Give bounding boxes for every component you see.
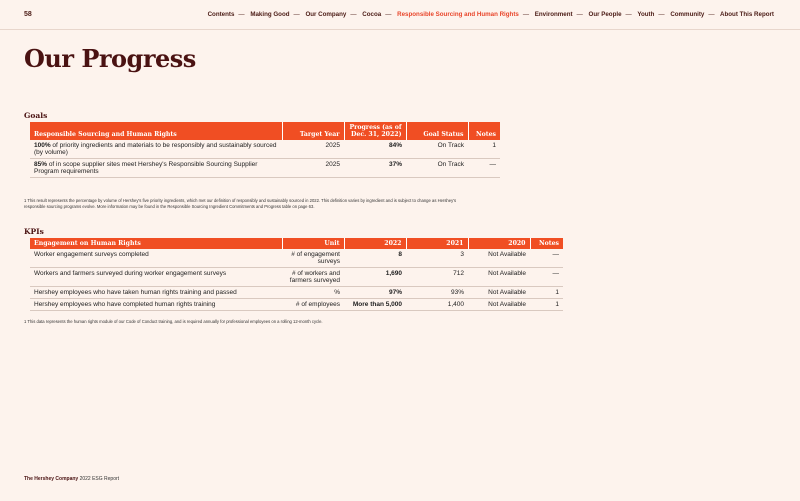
- nav-separator: —: [658, 11, 665, 18]
- kpi-2022: More than 5,000: [344, 299, 406, 311]
- kpi-2021: 93%: [406, 287, 468, 299]
- nav-separator: —: [238, 11, 245, 18]
- nav-separator: —: [522, 11, 530, 18]
- goal-text: of priority ingredients and materials to be responsibly and sustainably sourced (by volume): [34, 142, 277, 156]
- goals-label: Goals: [24, 111, 48, 120]
- kpi-notes: 1: [530, 287, 563, 299]
- nav-separator: —: [293, 11, 300, 18]
- kpi-name: Worker engagement surveys completed: [30, 249, 282, 268]
- kpi-2020: Not Available: [468, 249, 530, 268]
- table-row: [30, 159, 500, 178]
- goal-description: [30, 140, 282, 159]
- kpi-2022: 1,690: [344, 268, 406, 287]
- goals-col-status: Goal Status: [406, 122, 468, 140]
- nav-separator: —: [576, 11, 583, 18]
- nav-responsible-sourcing[interactable]: Responsible Sourcing and Human Rights: [397, 11, 519, 18]
- kpi-2021: 1,400: [406, 299, 468, 311]
- goals-col-target: Target Year: [282, 122, 344, 140]
- nav-making-good[interactable]: Making Good: [250, 11, 290, 18]
- kpi-unit: # of engagement surveys: [282, 249, 344, 268]
- nav-our-people[interactable]: Our People: [588, 11, 622, 18]
- nav-separator: —: [708, 11, 715, 18]
- page-title: Our Progress: [24, 44, 196, 73]
- goals-footnote: 1 This result represents the percentage by volume of Hershey's five priority ingredients, which met our definition of responsibly and sustainably sourced in 2022. This definition varies by ingredient and is subject to change as Hershey's responsible sourcing programs evolve. More information may be found in the Responsible Sourcing Ingredient Commitments and Progress table on page 63.: [24, 198, 457, 209]
- kpi-2022: 97%: [344, 287, 406, 299]
- footer-report: 2022 ESG Report: [79, 476, 120, 482]
- kpis-col-2021: 2021: [406, 238, 468, 249]
- kpi-2020: Not Available: [468, 287, 530, 299]
- goals-col-progress: [344, 122, 406, 140]
- goal-status: On Track: [406, 159, 468, 178]
- table-row: [30, 287, 563, 299]
- goal-text: of in scope supplier sites meet Hershey's Responsible Sourcing Supplier Program requirements: [34, 161, 258, 175]
- kpi-name: Hershey employees who have completed human rights training: [30, 299, 282, 311]
- kpis-table: [30, 238, 563, 311]
- goal-progress: 37%: [344, 159, 406, 178]
- top-nav: [208, 11, 774, 18]
- goal-target: 2025: [282, 140, 344, 159]
- goal-notes: —: [468, 159, 500, 178]
- kpis-label: KPIs: [24, 227, 44, 236]
- goals-table: [30, 122, 500, 178]
- kpi-2021: 712: [406, 268, 468, 287]
- kpi-notes: 1: [530, 299, 563, 311]
- table-row: [30, 140, 500, 159]
- nav-about-this-report[interactable]: About This Report: [720, 11, 774, 18]
- goal-target: 2025: [282, 159, 344, 178]
- kpi-unit: # of employees: [282, 299, 344, 311]
- goal-highlight: 85%: [34, 161, 48, 168]
- nav-contents[interactable]: Contents: [207, 11, 235, 18]
- goal-description: [30, 159, 282, 178]
- goals-col-progress-label: Progress (as of Dec. 31, 2022): [349, 124, 402, 138]
- kpi-2021: 3: [406, 249, 468, 268]
- top-bar: [0, 0, 800, 30]
- nav-our-company[interactable]: Our Company: [305, 11, 347, 18]
- goal-highlight: 100%: [34, 142, 51, 149]
- kpi-name: Workers and farmers surveyed during worker engagement surveys: [30, 268, 282, 287]
- kpis-footnote: 1 This data represents the human rights module of our Code of Conduct training, and is required annually for professional employees on a rolling 12-month cycle.: [24, 319, 323, 324]
- table-row: [30, 268, 563, 287]
- goal-progress: 84%: [344, 140, 406, 159]
- kpi-2022: 8: [344, 249, 406, 268]
- nav-separator: —: [385, 11, 392, 18]
- kpis-col-unit: Unit: [282, 238, 344, 249]
- nav-separator: —: [350, 11, 357, 18]
- page-footer: [24, 476, 119, 482]
- page-number: 58: [24, 11, 32, 18]
- goal-status: On Track: [406, 140, 468, 159]
- nav-separator: —: [625, 11, 632, 18]
- table-row: [30, 299, 563, 311]
- goals-col-notes: Notes: [468, 122, 500, 140]
- kpis-col-header: Engagement on Human Rights: [30, 238, 282, 249]
- nav-environment[interactable]: Environment: [534, 11, 573, 18]
- kpi-2020: Not Available: [468, 299, 530, 311]
- goal-notes: 1: [468, 140, 500, 159]
- kpi-notes: —: [530, 268, 563, 287]
- kpi-name: Hershey employees who have taken human rights training and passed: [30, 287, 282, 299]
- kpi-2020: Not Available: [468, 268, 530, 287]
- nav-community[interactable]: Community: [670, 11, 705, 18]
- nav-cocoa[interactable]: Cocoa: [362, 11, 382, 18]
- kpi-unit: %: [282, 287, 344, 299]
- table-row: [30, 249, 563, 268]
- kpi-unit: # of workers and farmers surveyed: [282, 268, 344, 287]
- goals-col-header: Responsible Sourcing and Human Rights: [30, 122, 282, 140]
- kpis-col-notes: Notes: [530, 238, 563, 249]
- kpis-col-2020: 2020: [468, 238, 530, 249]
- nav-youth[interactable]: Youth: [637, 11, 655, 18]
- kpis-col-2022: 2022: [344, 238, 406, 249]
- kpi-notes: —: [530, 249, 563, 268]
- footer-company: The Hershey Company: [24, 476, 79, 482]
